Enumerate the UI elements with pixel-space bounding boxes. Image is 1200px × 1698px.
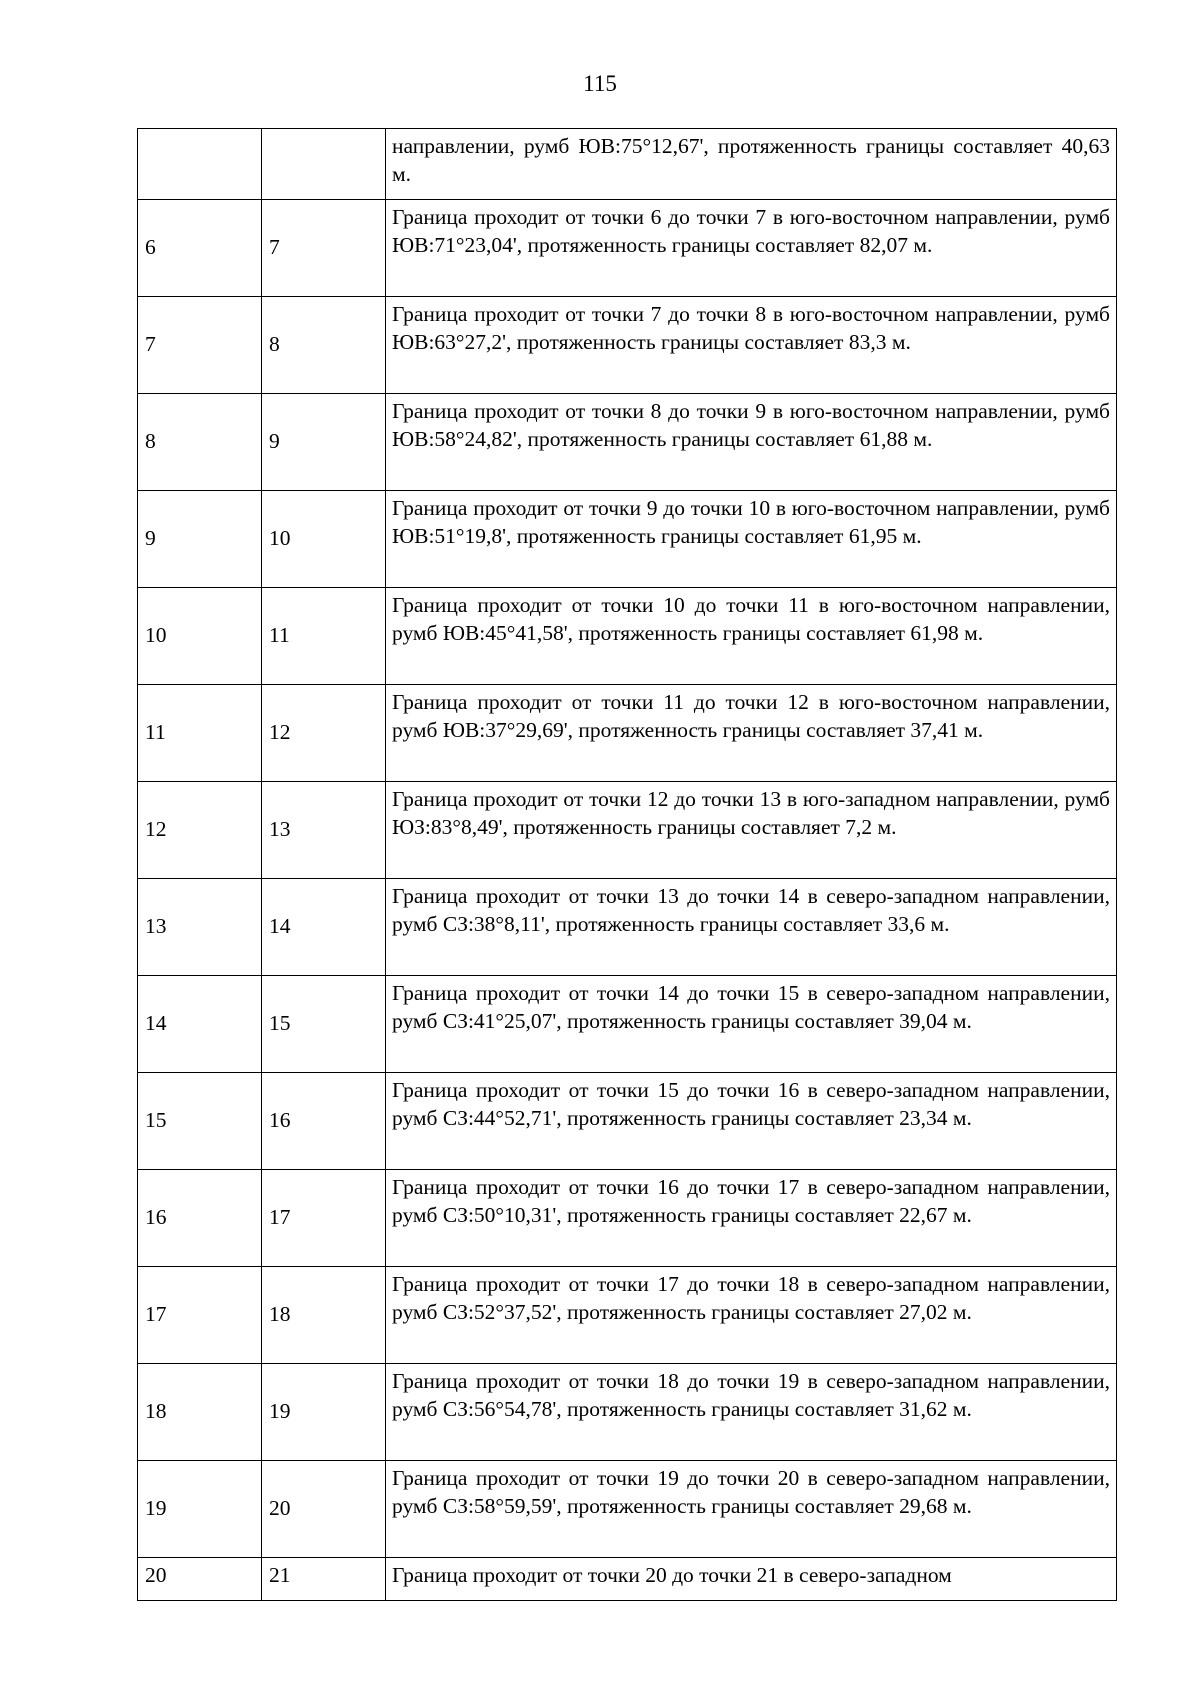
- table-row: [138, 1267, 1117, 1364]
- boundary-description-cell: Граница проходит от точки 16 до точки 17 в северо-западном направлении, румб СЗ:50°10,31', протяженность границы составляет 22,67 м.: [386, 1170, 1117, 1267]
- table-row: [138, 782, 1117, 879]
- to-point-cell: 12: [262, 685, 386, 782]
- from-point-cell: 20: [138, 1558, 262, 1601]
- boundary-description-cell: направлении, румб ЮВ:75°12,67', протяженность границы составляет 40,63 м.: [386, 129, 1117, 200]
- to-point-cell: 18: [262, 1267, 386, 1364]
- from-point-cell: 15: [138, 1073, 262, 1170]
- from-point-cell: 6: [138, 200, 262, 297]
- from-point-cell: 13: [138, 879, 262, 976]
- to-point-cell: 11: [262, 588, 386, 685]
- from-point-cell: 17: [138, 1267, 262, 1364]
- table-row: [138, 129, 1117, 200]
- to-point-cell: 14: [262, 879, 386, 976]
- from-point-cell: 12: [138, 782, 262, 879]
- boundary-description-cell: Граница проходит от точки 15 до точки 16 в северо-западном направлении, румб СЗ:44°52,71', протяженность границы составляет 23,34 м.: [386, 1073, 1117, 1170]
- boundary-description-cell: Граница проходит от точки 14 до точки 15 в северо-западном направлении, румб СЗ:41°25,07', протяженность границы составляет 39,04 м.: [386, 976, 1117, 1073]
- boundary-description-cell: Граница проходит от точки 9 до точки 10 в юго-восточном направлении, румб ЮВ:51°19,8', протяженность границы составляет 61,95 м.: [386, 491, 1117, 588]
- table-row: [138, 394, 1117, 491]
- table-row: [138, 491, 1117, 588]
- to-point-cell: [262, 129, 386, 200]
- boundary-description-cell: Граница проходит от точки 12 до точки 13 в юго-западном направлении, румб ЮЗ:83°8,49', протяженность границы составляет 7,2 м.: [386, 782, 1117, 879]
- table-row: [138, 1073, 1117, 1170]
- from-point-cell: 8: [138, 394, 262, 491]
- table-row: [138, 1170, 1117, 1267]
- from-point-cell: 14: [138, 976, 262, 1073]
- table-row: [138, 976, 1117, 1073]
- table-row: [138, 1558, 1117, 1601]
- table-row: [138, 200, 1117, 297]
- page-number: 115: [583, 71, 617, 96]
- to-point-cell: 13: [262, 782, 386, 879]
- from-point-cell: 11: [138, 685, 262, 782]
- table-row: [138, 1461, 1117, 1558]
- to-point-cell: 10: [262, 491, 386, 588]
- to-point-cell: 16: [262, 1073, 386, 1170]
- to-point-cell: 15: [262, 976, 386, 1073]
- from-point-cell: 10: [138, 588, 262, 685]
- to-point-cell: 9: [262, 394, 386, 491]
- boundary-description-cell: Граница проходит от точки 13 до точки 14 в северо-западном направлении, румб СЗ:38°8,11', протяженность границы составляет 33,6 м.: [386, 879, 1117, 976]
- boundary-description-cell: Граница проходит от точки 6 до точки 7 в юго-восточном направлении, румб ЮВ:71°23,04', протяженность границы составляет 82,07 м.: [386, 200, 1117, 297]
- to-point-cell: 19: [262, 1364, 386, 1461]
- boundary-description-table: [137, 128, 1117, 1601]
- from-point-cell: 7: [138, 297, 262, 394]
- boundary-description-cell: Граница проходит от точки 17 до точки 18 в северо-западном направлении, румб СЗ:52°37,52', протяженность границы составляет 27,02 м.: [386, 1267, 1117, 1364]
- table-row: [138, 1364, 1117, 1461]
- from-point-cell: [138, 129, 262, 200]
- table-row: [138, 879, 1117, 976]
- boundary-description-cell: Граница проходит от точки 10 до точки 11 в юго-восточном направлении, румб ЮВ:45°41,58', протяженность границы составляет 61,98 м.: [386, 588, 1117, 685]
- from-point-cell: 16: [138, 1170, 262, 1267]
- boundary-description-cell: Граница проходит от точки 20 до точки 21 в северо-западном: [386, 1558, 1117, 1601]
- boundary-description-cell: Граница проходит от точки 11 до точки 12 в юго-восточном направлении, румб ЮВ:37°29,69', протяженность границы составляет 37,41 м.: [386, 685, 1117, 782]
- to-point-cell: 21: [262, 1558, 386, 1601]
- from-point-cell: 18: [138, 1364, 262, 1461]
- table-row: [138, 685, 1117, 782]
- from-point-cell: 19: [138, 1461, 262, 1558]
- to-point-cell: 8: [262, 297, 386, 394]
- from-point-cell: 9: [138, 491, 262, 588]
- boundary-description-cell: Граница проходит от точки 18 до точки 19 в северо-западном направлении, румб СЗ:56°54,78', протяженность границы составляет 31,62 м.: [386, 1364, 1117, 1461]
- table-row: [138, 588, 1117, 685]
- boundary-description-cell: Граница проходит от точки 8 до точки 9 в юго-восточном направлении, румб ЮВ:58°24,82', протяженность границы составляет 61,88 м.: [386, 394, 1117, 491]
- to-point-cell: 20: [262, 1461, 386, 1558]
- boundary-description-cell: Граница проходит от точки 19 до точки 20 в северо-западном направлении, румб СЗ:58°59,59', протяженность границы составляет 29,68 м.: [386, 1461, 1117, 1558]
- table-row: [138, 297, 1117, 394]
- boundary-description-cell: Граница проходит от точки 7 до точки 8 в юго-восточном направлении, румб ЮВ:63°27,2', протяженность границы составляет 83,3 м.: [386, 297, 1117, 394]
- to-point-cell: 17: [262, 1170, 386, 1267]
- to-point-cell: 7: [262, 200, 386, 297]
